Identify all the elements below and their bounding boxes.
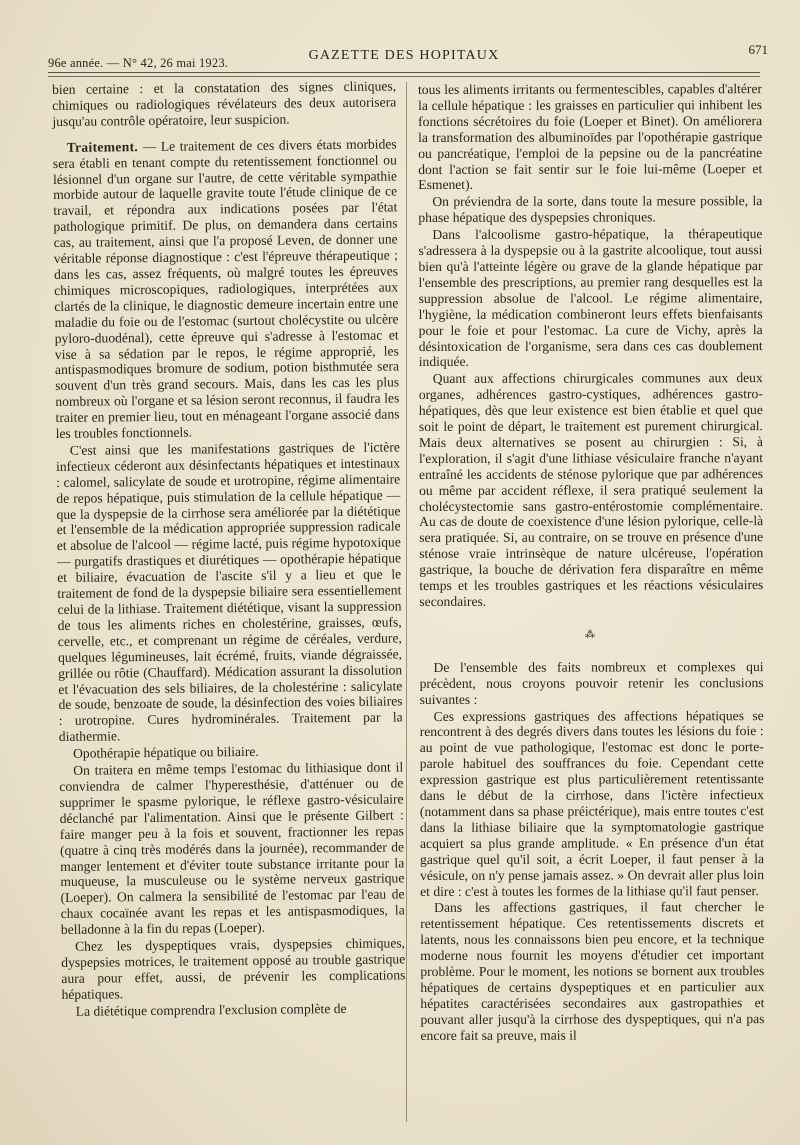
paragraph: On traitera en même temps l'estomac du lithiasique dont il conviendra de calmer l'hyperesthésie, d'atténuer ou de supprimer le spasme pylorique, le réflexe gastro-vésiculaire déclanché par l'alimentation. Ainsi que le présente Gilbert : faire manger peu à la fois et souvent, fractionner les repas (quatre à cinq très modérés dans la journée), recommander de manger lentement et d'éviter toute substance irritante pour la muqueuse, la musculeuse ou le système nerveux gastrique (Loeper). On calmera la sensibilité de l'estomac par l'eau de chaux cocaïnée avant les repas et les antispasmodiques, la belladonne à la fin du repas (Loeper). — [59, 759, 405, 938]
paragraph: La diététique comprendra l'exclusion complète de — [75, 1000, 347, 1019]
paragraph: Quant aux affections chirurgicales communes aux deux organes, adhérences gastro-cystiques, adhérences gastro-hépatiques, dès que leur existence est bien établie et quel que soit le point de départ, le traitement est purement chirurgical. Mais deux alternatives se posent au chirurgien : Si, à l'exploration, il s'agit d'une lithiase vésiculaire franche n'ayant entraîné les accidents de sténose pylorique que par adhérences ou même par accident réflexe, il sera pratiqué seulement la cholécystectomie sans gastro-entérostomie complémentaire. Au cas de doute de coexistence d'une lésion pylorique, celle-là sera pratiquée. Si, au contraire, on se trouve en présence d'une sténose vraie intrinsèque de nature ulcéreuse, l'opération gastrique, la bouche de dérivation fera disparaître en même temps et les troubles gastriques et les réactions vésiculaires secondaires. — [418, 370, 764, 609]
paragraph: tous les aliments irritants ou fermentescibles, capables d'altérer la cellule hépatique : les graisses en particulier qui inhibent les fonctions sécrétoires du foie (Loeper et Binet). On améliorera la transformation des albuminoïdes par l'opothérapie gastrique ou pancréatique, l'emploi de la pepsine ou de la pancréatine dont l'action se fait sentir sur le foie lui-même (Loeper et Esmenet). — [418, 81, 763, 193]
running-head — [40, 42, 768, 68]
section-title: Traitement. — [66, 138, 139, 155]
column-divider — [406, 82, 407, 1122]
header-rule-thin — [48, 76, 760, 77]
right-column — [418, 81, 765, 1044]
paragraph: Dans les affections gastriques, il faut chercher le retentissement hépatique. Ces retentissements discrets et latents, nous les connaissons bien peu encore, et la technique moderne nous fournit les moyens d'étudier cet important problème. Pour le moment, les notions se bornent aux troubles hépatiques de certains dyspeptiques et en particulier aux hépatites caractérisées secondaires aux gastropathies et pouvant aller jusqu'à la cirrhose des dyspeptiques, qui n'a pas encore fait sa preuve, mais il — [420, 899, 765, 1043]
issue-info: 96e année. — N° 42, 26 mai 1923. — [48, 56, 229, 70]
subheading: Opothérapie hépatique ou biliaire. — [72, 744, 259, 761]
paragraph: Ces expressions gastriques des affections hépatiques se rencontrent à des degrés divers dans toutes les lésions du foie : au point de vue pathologique, l'estomac est donc le porte-parole habituel des souffrances du foie. Cependant cette expression gastrique est plus particulièrement retentissante dans le début de la cirrhose, dans l'ictère infectieux (notamment dans sa phase préictérique), mais entre toutes c'est dans la lithiase biliaire que la symptomatologie gastrique acquiert sa plus grande amplitude. « En présence d'un état gastrique quel qu'il soit, a écrit Loeper, il faut penser à la vésicule, on n'y pense jamais assez. » On devrait aller plus loin et dire : c'est à toutes les formes de la lithiase qu'il faut penser. — [419, 707, 765, 899]
paragraph: Chez les dyspeptiques vrais, dyspepsies chimiques, dyspepsies motrices, le traitement opposé au trouble gastrique aura pour effet, aussi, de prévenir les complications hépatiques. — [61, 935, 406, 1002]
paragraph-traitement — [53, 136, 400, 442]
paragraph: De l'ensemble des faits nombreux et complexes qui précèdent, nous croyons pouvoir retenir les conclusions suivantes : — [419, 658, 764, 707]
paragraph: C'est ainsi que les manifestations gastriques de l'ictère infectieux céderont aux désinfectants hépatiques et intestinaux : calomel, salicylate de soude et urotropine, régime alimentaire de repos hépatique, puis stimulation de la cellule hépatique — que la dyspepsie de la cirrhose sera améliorée par la diététique et l'ensemble de la médication appropriée suppression radicale et absolue de l'alcool — régime lacté, puis régime hypotoxique — purgatifs drastiques et diurétiques — opothérapie hépatique et biliaire, évacuation de l'ascite s'il y a lieu et que le traitement de fond de la dyspepsie biliaire sera essentiellement celui de la lithiase. Traitement diététique, visant la suppression de tous les aliments riches en cholestérine, graisses, œufs, cervelle, etc., et comprenant un régime de céréales, verdure, quelques légumineuses, lait écrémé, fruits, viande dégraissée, grillée ou rôtie (Chauffard). Médication assurant la dissolution et l'évacuation des sels biliaires, de la cholestérine : salicylate de soude, benzoate de soude, la désinfection des voies biliaires : urotropine. Cures hydrominérales. Traitement par la diathermie. — [55, 439, 403, 745]
header-rule — [48, 72, 760, 73]
paragraph: bien certaine : et la constatation des signes cliniques, chimiques ou radiologiques révélateurs des deux autorisera jusqu'au contrôle opératoire, leur suspicion. — [52, 78, 397, 129]
paragraph: Dans l'alcoolisme gastro-hépatique, la thérapeutique s'adressera à la dyspepsie ou à la gastrite alcoolique, tout aussi bien qu'à l'atteinte légère ou grave de la glande hépatique par l'ensemble des prescriptions, au premier rang desquelles est la suppression absolue de l'alcool. Le régime alimentaire, l'hygiène, la médication combineront leurs effets bienfaisants pour le foie et pour l'estomac. La cure de Vichy, après la désintoxication de l'organisme, sera dans ces cas doublement indiquée. — [418, 226, 763, 370]
journal-title: GAZETTE DES HOPITAUX — [308, 48, 500, 63]
left-column — [52, 78, 406, 1020]
paragraph: On préviendra de la sorte, dans toute la mesure possible, la phase hépatique des dyspepsies chroniques. — [418, 193, 763, 226]
section-separator: ⁂ — [584, 629, 598, 641]
page-number: 671 — [748, 42, 768, 57]
paragraph-text: — Le traitement de ces divers états morbides sera établi en tenant compte du retentissement fonctionnel ou lésionnel d'un organe sur l'autre, de cette véritable sympathie morbide autour de laquelle gravite toute l'étude clinique de ce travail, et répondra aux indications posées par l'état pathologique primitif. De plus, on demandera dans certains cas, au traitement, ainsi que l'a proposé Leven, de donner une véritable réponse diagnostique : c'est l'épreuve thérapeutique ; dans les cas, assez fréquents, où malgré toutes les épreuves chimiques microscopiques, radiologiques, interprétées aux clartés de la clinique, le diagnostic demeure incertain entre une maladie du foie ou de l'estomac (surtout cholécystite ou ulcère pyloro-duodénal), cette épreuve qui s'adresse à l'estomac et vise à sa sédation par le repos, le régime approprié, les antispasmodiques bromure de sodium, potion bisthmutée sera souvent d'un très grand secours. Mais, dans les cas les plus nombreux où l'organe et sa lésion seront reconnus, il faudra les traiter en premier lieu, tout en ménageant l'organe associé dans les troubles fonctionnels. — [52, 136, 400, 442]
